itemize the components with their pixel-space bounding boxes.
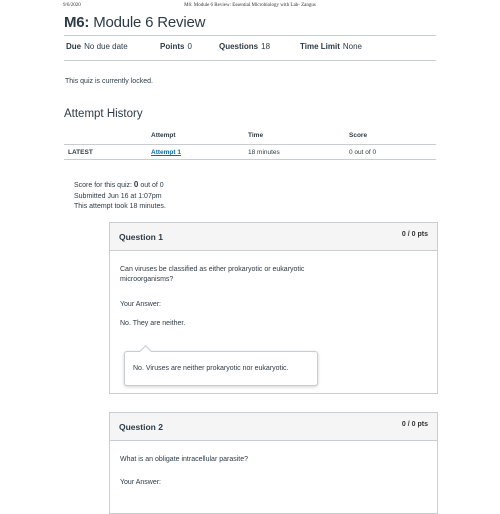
your-answer-value: No. They are neither. [120,320,186,327]
table-row [64,145,436,160]
questions-value: 18 [261,42,271,51]
your-answer-label: Your Answer: [120,301,161,308]
attempt-duration: This attempt took 18 minutes. [74,203,166,210]
correct-answer-box [124,351,318,386]
row-label: LATEST [68,149,93,156]
your-answer-label: Your Answer: [120,479,161,486]
score-value: 0 [133,180,139,189]
quiz-summary [74,180,166,213]
points-label: Points [160,42,185,51]
attempt-history-header [64,130,436,145]
questions-label: Questions [219,42,259,51]
print-title: M6: Module 6 Review: Essential Microbiology with Lab- Zangus [184,3,316,8]
callout-arrow [139,345,152,358]
question-name: Question 1 [119,232,163,242]
quiz-score [74,180,166,192]
col-attempt-header: Attempt [151,132,176,139]
due-info [66,42,128,51]
time-limit-value: None [342,42,362,51]
quiz-title-rest: Module 6 Review [89,14,206,31]
locked-message: This quiz is currently locked. [65,78,153,85]
score-suffix: out of 0 [138,182,164,189]
meta-top-divider [64,35,436,36]
col-time-header: Time [248,132,264,139]
question-header [110,223,437,251]
attempt-history-table [64,130,436,160]
meta-bottom-divider [64,60,436,61]
time-limit-info [300,42,362,51]
attempt-time: 18 minutes [248,149,280,156]
question-text-line: Can viruses be classified as either prokaryotic or eukaryotic [120,266,305,273]
col-score-header: Score [349,132,368,139]
score-prefix: Score for this quiz: [74,182,134,189]
correct-answer-text: No. Viruses are neither prokaryotic nor eukaryotic. [133,365,289,372]
submitted-time: Submitted Jun 16 at 1:07pm [74,192,162,200]
points-info [160,42,192,51]
question-points: 0 / 0 pts [401,231,428,238]
time-limit-label: Time Limit [300,42,340,51]
attempt-history-title: Attempt History [64,108,143,120]
print-header [0,3,500,13]
due-label: Due [66,42,82,51]
question-name: Question 2 [119,422,163,432]
question-points: 0 / 0 pts [401,421,428,428]
attempt-score: 0 out of 0 [349,149,377,156]
print-date: 9/6/2020 [63,3,81,8]
question-text: What is an obligate intracellular parasite? [120,456,249,463]
question-text [120,265,420,285]
question-header [110,413,437,441]
due-value: No due date [84,42,128,51]
points-value: 0 [187,42,192,51]
questions-info [219,42,270,51]
quiz-meta [66,42,436,54]
question-card [109,222,438,394]
quiz-title [64,14,205,31]
question-card [109,412,438,514]
attempt-1-link[interactable]: Attempt 1 [151,149,181,156]
quiz-title-prefix: M6: [64,14,90,31]
question-text-line: microorganisms? [120,276,174,283]
